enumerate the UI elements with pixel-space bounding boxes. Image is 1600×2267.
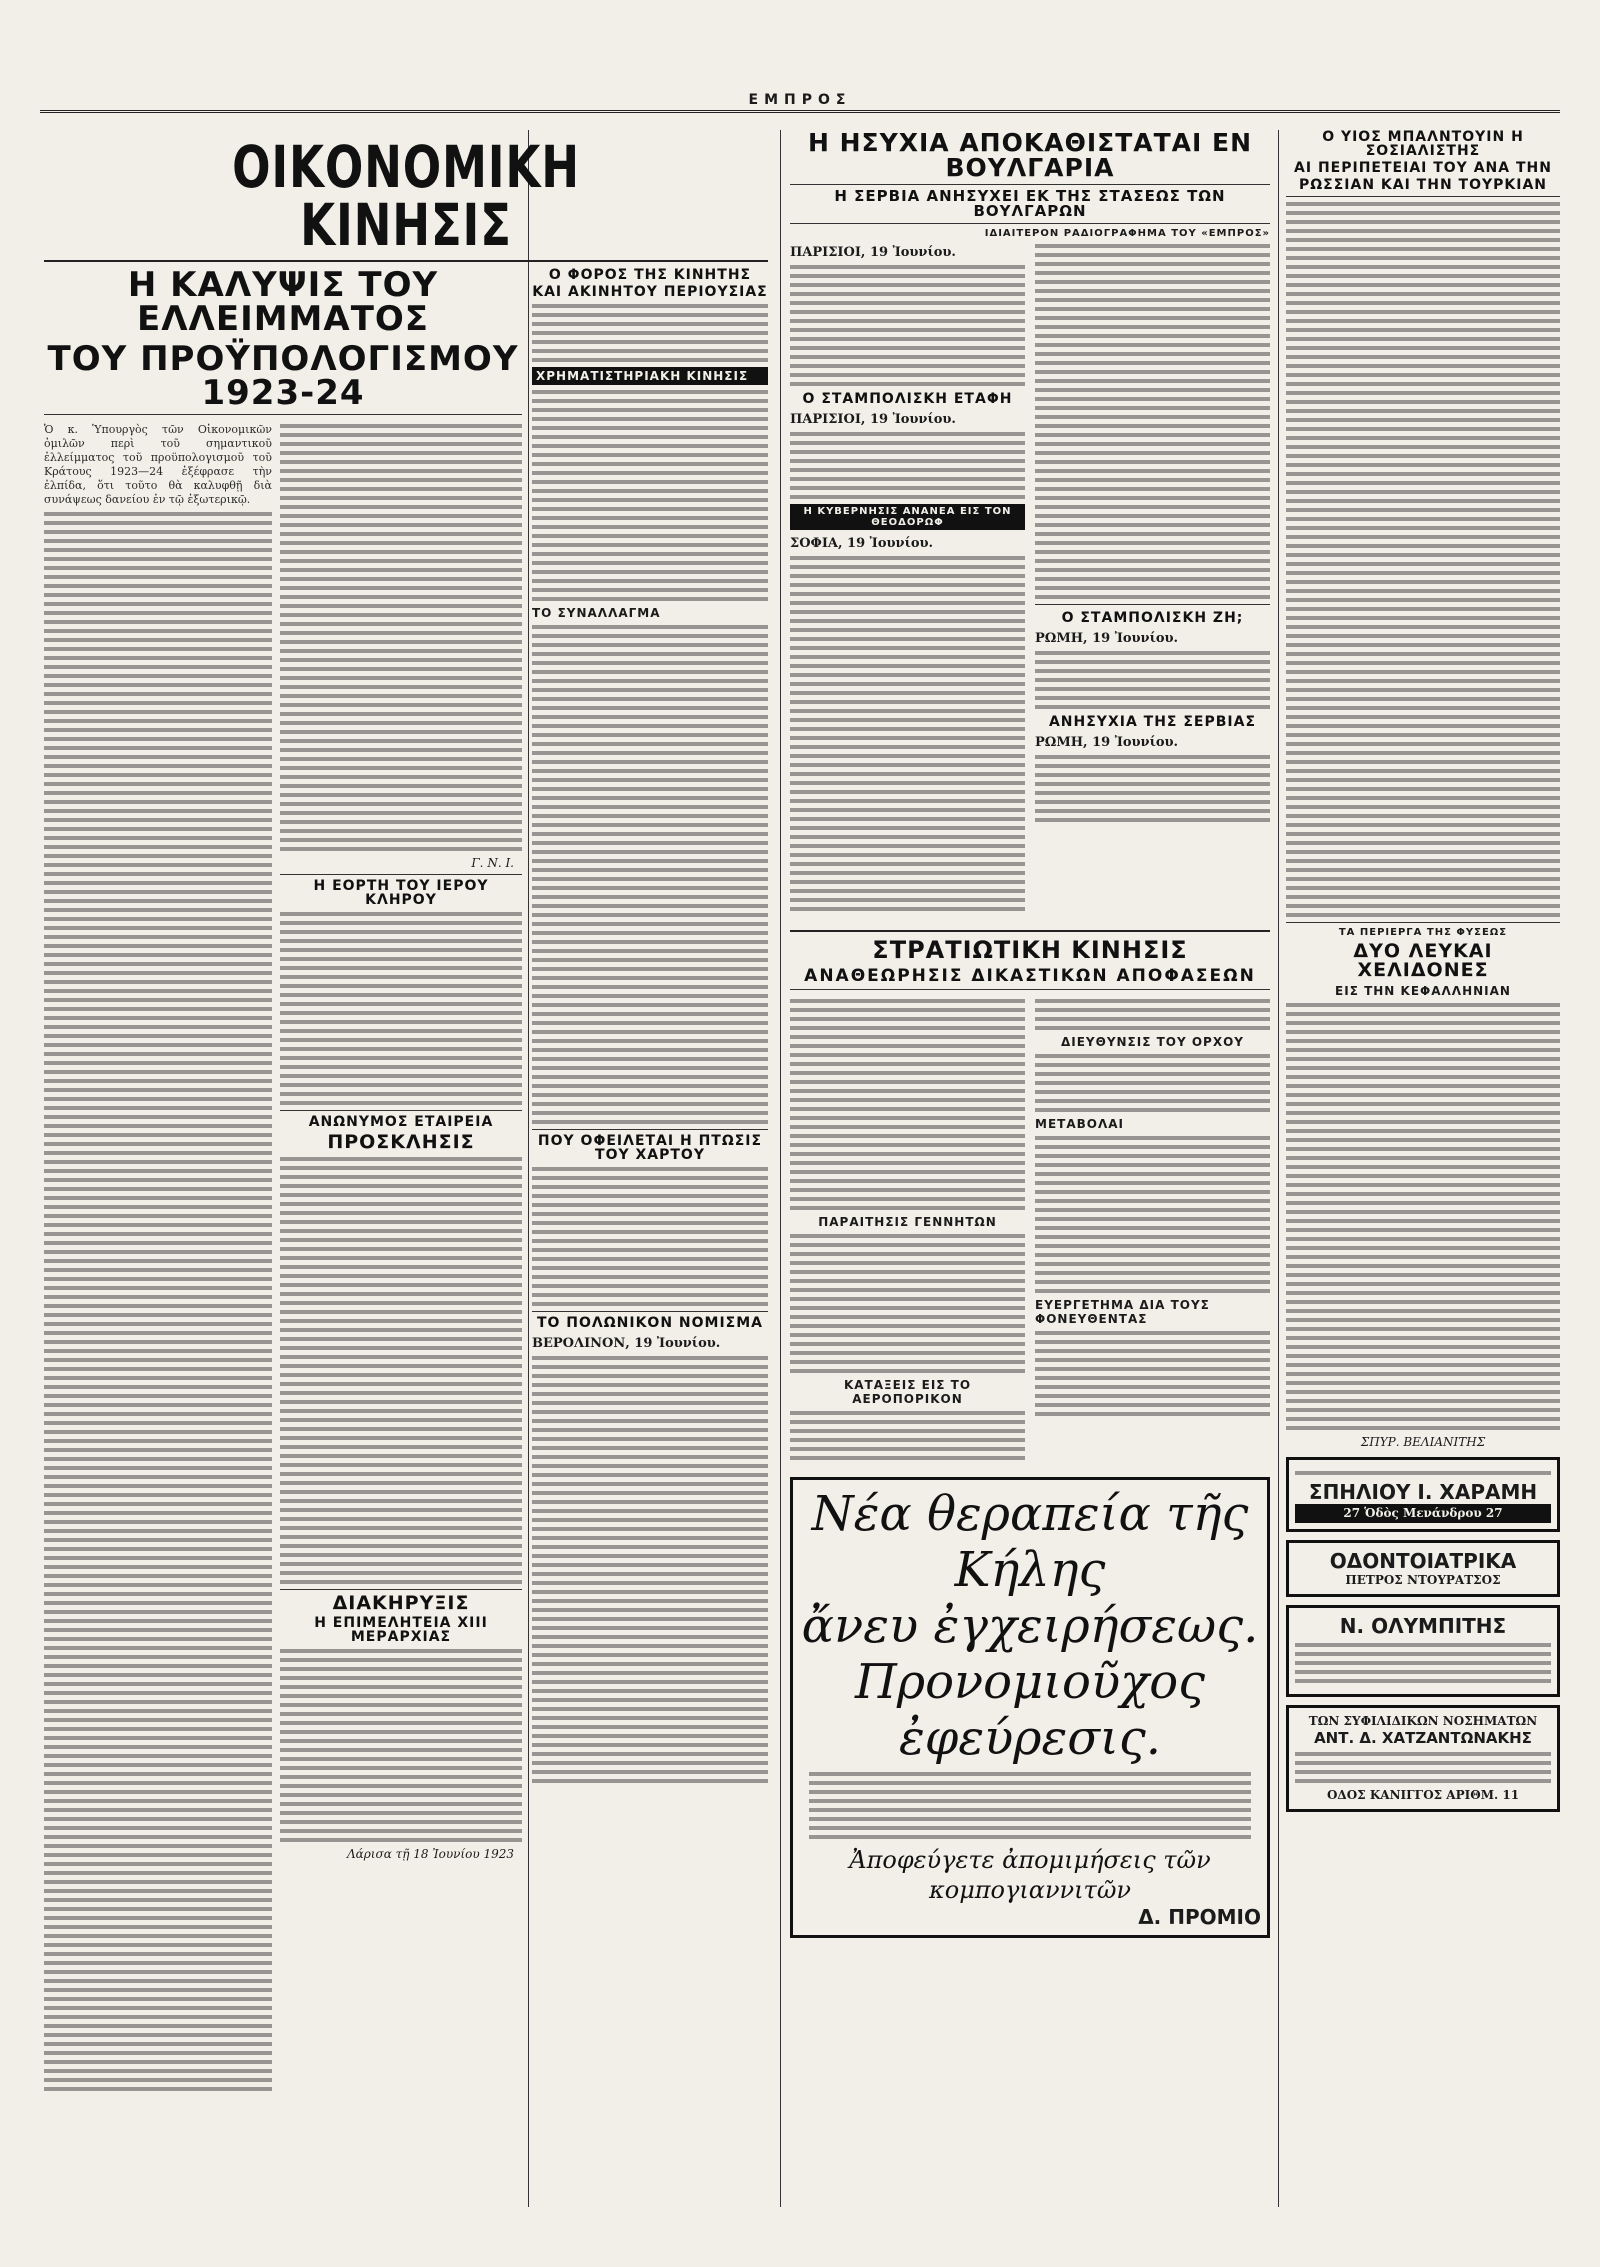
baldwin-heading-2: ΑΙ ΠΕΡΙΠΕΤΕΙΑΙ ΤΟΥ ΑΝΑ ΤΗΝ <box>1294 160 1552 176</box>
article-text-block <box>532 390 768 601</box>
ad-line-3: Προνομιοῦχος ἐφεύρεσις. <box>854 1654 1205 1766</box>
swallows-heading: ΔΥΟ ΛΕΥΚΑΙ ΧΕΛΙΔΟΝΕΣ <box>1353 940 1493 981</box>
specialist-name: ΑΝΤ. Δ. ΧΑΤΖΑΝΤΩΝΑΚΗΣ <box>1314 1729 1532 1747</box>
bulgaria-subhead: Η ΣΕΡΒΙΑ ΑΝΗΣΥΧΕΙ ΕΚ ΤΗΣ ΣΤΑΣΕΩΣ ΤΩΝ ΒΟΥΛΓΑΡΩΝ <box>834 187 1226 220</box>
property-tax-article <box>532 268 768 2096</box>
headline-line2: ΤΟΥ ΠΡΟΫΠΟΛΟΓΙΣΜΟΥ 1923-24 <box>47 339 519 413</box>
military-section-heading: ΕΥΕΡΓΕΤΗΜΑ ΔΙΑ ΤΟΥΣ ΦΟΝΕΥΘΕΝΤΑΣ <box>1035 1298 1210 1326</box>
doctor-ad <box>1286 1605 1560 1697</box>
stambolisky-alive-heading: Ο ΣΤΑΜΠΟΛΙΣΚΗ ΖΗ; <box>1061 610 1244 626</box>
article-text-block <box>1035 1136 1270 1293</box>
invitation-heading: ΠΡΟΣΚΛΗΣΙΣ <box>327 1131 475 1153</box>
doctor-name: Ν. ΟΛΥΜΠΙΤΗΣ <box>1339 1614 1507 1638</box>
nature-oddities-heading: ΤΑ ΠΕΡΙΕΡΓΑ ΤΗΣ ΦΥΣΕΩΣ <box>1338 927 1508 938</box>
dateline: ΡΩΜΗ, 19 Ἰουνίου. <box>1035 735 1179 750</box>
dateline: ΡΩΜΗ, 19 Ἰουνίου. <box>1035 631 1179 646</box>
article-text-block <box>1286 202 1560 917</box>
stambolisky-buried-heading: Ο ΣΤΑΜΠΟΛΙΣΚΗ ΕΤΑΦΗ <box>802 391 1013 407</box>
specialist-ad <box>1286 1705 1560 1812</box>
military-section-heading: ΜΕΤΑΒΟΛΑΙ <box>1035 1117 1124 1131</box>
specialist-heading: ΤΩΝ ΣΥΦΙΛΙΔΙΚΩΝ ΝΟΣΗΜΑΤΩΝ <box>1308 1714 1538 1728</box>
exchange-heading: ΤΟ ΣΥΝΑΛΛΑΓΜΑ <box>532 606 661 620</box>
ad-text-block <box>1295 1752 1551 1783</box>
feast-heading: Η ΕΟΡΤΗ ΤΟΥ ΙΕΡΟΥ ΚΛΗΡΟΥ <box>313 878 489 908</box>
polish-currency-heading: ΤΟ ΠΟΛΩΝΙΚΟΝ ΝΟΜΙΣΜΑ <box>536 1315 764 1331</box>
article-text-block <box>1035 244 1270 599</box>
hernia-advertisement <box>790 1477 1270 1938</box>
military-subbanner: ΑΝΑΘΕΩΡΗΣΙΣ ΔΙΚΑΣΤΙΚΩΝ ΑΠΟΦΑΣΕΩΝ <box>804 966 1256 986</box>
optician-name: ΣΠΗΛΙΟΥ Ι. ΧΑΡΑΜΗ <box>1308 1480 1538 1504</box>
lead-paragraph: Ὁ κ. Ὑπουργὸς τῶν Οἰκονομικῶν ὁμιλῶν περὶ τοῦ σημαντικοῦ ἐλλείμματος τοῦ προϋπολογισμοῦ τοῦ Κράτους 1923—24 ἐξέφρασε τὴν ἐλπίδα, ὅτι τοῦτο θὰ καλυφθῇ διὰ συνάψεως δανείου ἐν τῷ ἐξωτερικῷ. <box>44 423 272 506</box>
article-text-block <box>280 1649 522 1842</box>
article-text-block <box>790 556 1025 911</box>
baldwin-heading-1: Ο ΥΙΟΣ ΜΠΑΛΝΤΟΥΙΝ Η ΣΟΣΙΑΛΙΣΤΗΣ <box>1322 130 1524 159</box>
article-text-block <box>532 625 768 1124</box>
column-rule <box>780 130 781 2207</box>
company-heading: ΑΝΩΝΥΜΟΣ ΕΤΑΙΡΕΙΑ <box>308 1114 494 1130</box>
optician-ad <box>1286 1457 1560 1532</box>
article-text-block <box>1035 755 1270 822</box>
article-text-block <box>790 265 1025 386</box>
military-section-heading: ΠΑΡΑΙΤΗΣΙΣ ΓΕΝΝΗΤΩΝ <box>818 1215 997 1229</box>
main-article <box>44 265 522 2096</box>
military-section-heading: ΚΑΤΑΞΕΙΣ ΕΙΣ ΤΟ ΑΕΡΟΠΟΡΙΚΟΝ <box>843 1378 972 1406</box>
date-note: Λάρισα τῇ 18 Ἰουνίου 1923 <box>346 1847 514 1861</box>
article-text-block <box>790 432 1025 499</box>
bulgaria-headline: Η ΗΣΥΧΙΑ ΑΠΟΚΑΘΙΣΤΑΤΑΙ ΕΝ ΒΟΥΛΓΑΡΙΑ <box>807 130 1253 182</box>
military-banner: ΣΤΡΑΤΙΩΤΙΚΗ ΚΙΝΗΣΙΣ <box>872 936 1188 964</box>
article-text-block <box>790 1411 1025 1460</box>
article-text-block <box>1035 1331 1270 1416</box>
author-signature: ΣΠΥΡ. ΒΕΛΙΑΝΙΤΗΣ <box>1360 1435 1486 1449</box>
dentist-name: ΠΕΤΡΟΣ ΝΤΟΥΡΑΤΣΟΣ <box>1345 1573 1501 1587</box>
article-text-block <box>790 999 1025 1210</box>
tender-subheading: Η ΕΠΙΜΕΛΗΤΕΙΑ ΧΙΙΙ ΜΕΡΑΡΧΙΑΣ <box>314 1615 488 1645</box>
article-text-block <box>1035 651 1270 709</box>
signature: Γ. Ν. Ι. <box>471 856 514 870</box>
article-text-block <box>280 1157 522 1584</box>
swallows-subheading: ΕΙΣ ΤΗΝ ΚΕΦΑΛΛΗΝΙΑΝ <box>1335 984 1511 998</box>
dateline: ΠΑΡΙΣΙΟΙ, 19 Ἰουνίου. <box>790 245 956 260</box>
article-text-block <box>532 1356 768 1783</box>
tax-heading-2: ΚΑΙ ΑΚΙΝΗΤΟΥ ΠΕΡΙΟΥΣΙΑΣ <box>532 284 768 300</box>
headline-line1: Η ΚΑΛΥΨΙΣ ΤΟΥ ΕΛΛΕΙΜΜΑΤΟΣ <box>127 265 439 339</box>
ad-text-block <box>1295 1471 1551 1475</box>
right-column <box>1286 130 1560 2207</box>
article-text-block <box>280 912 522 1105</box>
ad-signature: Δ. ΠΡΟΜΙΟ <box>1138 1905 1261 1929</box>
tax-heading-1: Ο ΦΟΡΟΣ ΤΗΣ ΚΙΝΗΤΗΣ <box>548 267 752 283</box>
masthead: ΕΜΠΡΟΣ <box>40 92 1560 113</box>
stock-exchange-heading: ΧΡΗΜΑΤΙΣΤΗΡΙΑΚΗ ΚΙΝΗΣΙΣ <box>532 367 768 385</box>
ad-warning: Ἀποφεύγετε ἀπομιμήσεις τῶν κομπογιαννιτῶν <box>849 1846 1211 1904</box>
ad-text-block <box>1295 1643 1551 1683</box>
article-text-block <box>532 1167 768 1306</box>
tender-heading: ΔΙΑΚΗΡΥΞΙΣ <box>332 1592 470 1614</box>
article-text-block <box>532 304 768 362</box>
optician-address: 27 Ὁδὸς Μενάνδρου 27 <box>1295 1504 1551 1523</box>
article-text-block <box>1035 999 1270 1030</box>
dentist-ad <box>1286 1540 1560 1597</box>
serbia-concern-heading: ΑΝΗΣΥΧΙΑ ΤΗΣ ΣΕΡΒΙΑΣ <box>1048 714 1257 730</box>
section-banner: ΟΙΚΟΝΟΜΙΚΗ ΚΙΝΗΣΙΣ <box>232 133 580 259</box>
paper-fall-heading: ΠΟΥ ΟΦΕΙΛΕΤΑΙ Η ΠΤΩΣΙΣ ΤΟΥ ΧΑΡΤΟΥ <box>537 1133 763 1163</box>
government-heading: Η ΚΥΒΕΡΝΗΣΙΣ ΑΝΑΝΕΑ ΕΙΣ ΤΟΝ ΘΕΟΔΟΡΩΦ <box>790 504 1025 530</box>
military-section-heading: ΔΙΕΥΘΥΝΣΙΣ ΤΟΥ ΟΡΧΟΥ <box>1060 1035 1244 1049</box>
radio-credit: ΙΔΙΑΙΤΕΡΟΝ ΡΑΔΙΟΓΡΑΦΗΜΑ ΤΟΥ «ΕΜΠΡΟΣ» <box>984 228 1270 239</box>
bulgaria-section <box>790 130 1270 2207</box>
ad-line-2: ἄνευ ἐγχειρήσεως. <box>801 1598 1259 1654</box>
baldwin-heading-3: ΡΩΣΣΙΑΝ ΚΑΙ ΤΗΝ ΤΟΥΡΚΙΑΝ <box>1298 177 1547 193</box>
article-text-block <box>44 512 272 2091</box>
article-text-block <box>280 424 522 851</box>
dateline: ΒΕΡΟΛΙΝΟΝ, 19 Ἰουνίου. <box>532 1336 721 1351</box>
ad-text-block <box>809 1772 1251 1839</box>
dateline: ΠΑΡΙΣΙΟΙ, 19 Ἰουνίου. <box>790 412 956 427</box>
column-rule <box>1278 130 1279 2207</box>
article-text-block <box>1286 1003 1560 1430</box>
ad-line-1: Νέα θεραπεία τῆς Κήλης <box>811 1486 1249 1598</box>
article-text-block <box>1035 1054 1270 1112</box>
economic-section <box>44 130 768 2207</box>
dentist-title: ΟΔΟΝΤΟΙΑΤΡΙΚΑ <box>1329 1549 1517 1573</box>
article-text-block <box>790 1234 1025 1373</box>
dateline: ΣΟΦΙΑ, 19 Ἰουνίου. <box>790 536 934 551</box>
specialist-address: ΟΔΟΣ ΚΑΝΙΓΓΟΣ ΑΡΙΘΜ. 11 <box>1326 1788 1520 1802</box>
